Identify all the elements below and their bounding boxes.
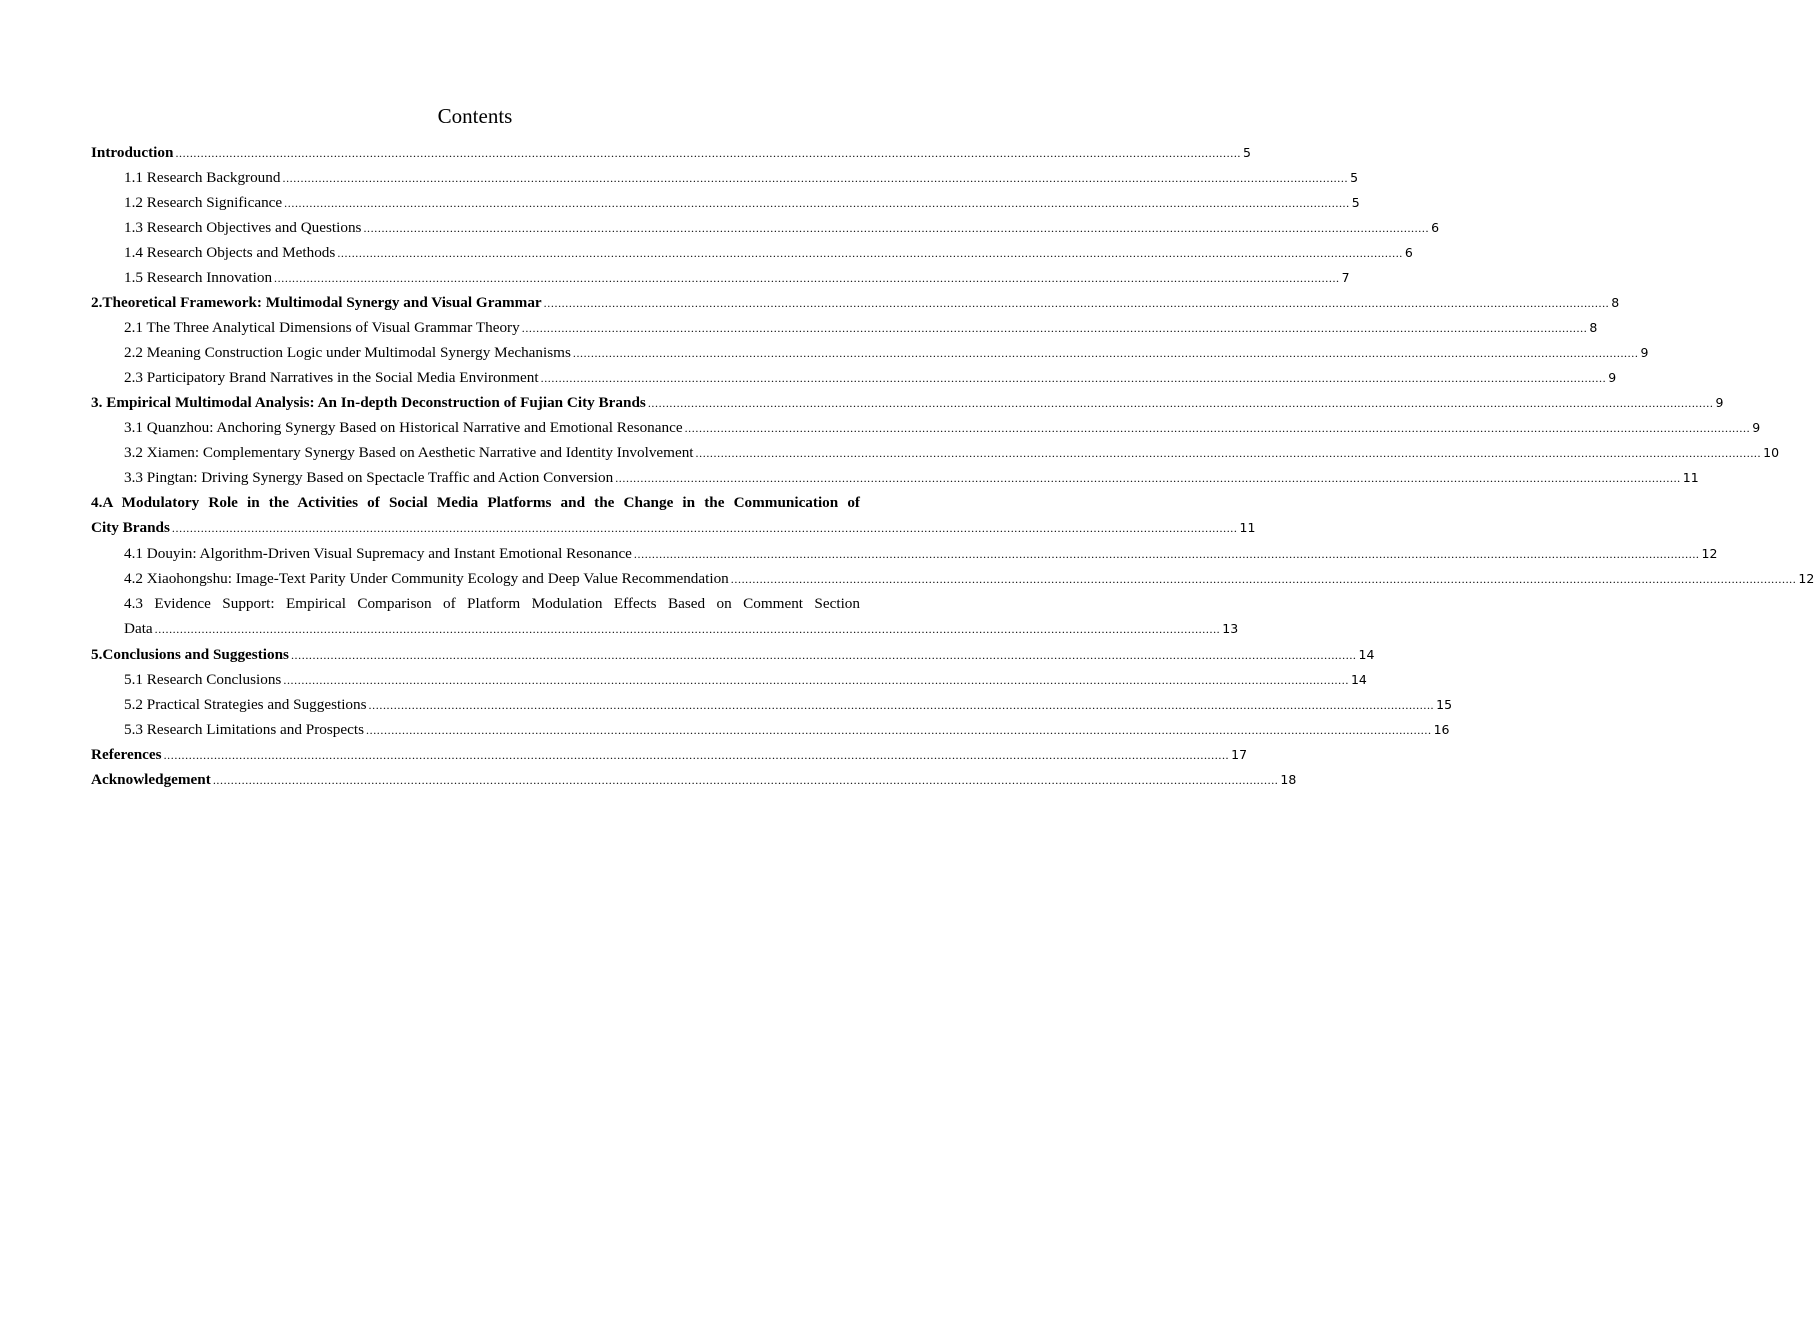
toc-page-number: 11 <box>1239 520 1256 535</box>
toc-entry[interactable] <box>91 717 1450 742</box>
dot-leader <box>172 516 1238 541</box>
toc-page-number: 7 <box>1341 270 1350 285</box>
dot-leader <box>283 668 1349 693</box>
toc-entry-title: 3.2 Xiamen: Complementary Synergy Based on Aesthetic Narrative and Identity Involvement <box>124 444 694 461</box>
dot-leader <box>282 166 1348 191</box>
toc-entry[interactable] <box>91 365 1617 390</box>
toc-page-number: 8 <box>1589 320 1598 335</box>
toc-page-number: 9 <box>1715 395 1724 410</box>
toc-page-number: 5 <box>1350 170 1359 185</box>
dot-leader <box>615 466 1681 491</box>
dot-leader <box>291 643 1357 668</box>
toc-page-number: 18 <box>1280 772 1297 787</box>
toc-entry[interactable] <box>91 490 1256 541</box>
toc-entry-title: 5.Conclusions and Suggestions <box>91 646 289 663</box>
dot-leader <box>541 366 1607 391</box>
toc-entry-title: 3.3 Pingtan: Driving Synergy Based on Spectacle Traffic and Action Conversion <box>124 469 614 486</box>
dot-leader <box>337 241 1403 266</box>
toc-entry-title: 2.Theoretical Framework: Multimodal Synergy and Visual Grammar <box>91 294 542 311</box>
toc-entry[interactable] <box>91 140 1251 165</box>
toc-entry[interactable] <box>91 465 1699 490</box>
dot-leader <box>522 316 1588 341</box>
toc-page-number: 11 <box>1682 470 1699 485</box>
toc-page-number: 13 <box>1222 621 1239 636</box>
toc-entry[interactable] <box>91 390 1724 415</box>
dot-leader <box>175 141 1241 166</box>
toc-entry-title: 1.1 Research Background <box>124 169 281 186</box>
toc-entry[interactable] <box>91 340 1649 365</box>
page-title: Contents <box>437 104 513 128</box>
toc-entry[interactable] <box>91 315 1598 340</box>
dot-leader <box>155 617 1221 642</box>
toc-entry[interactable] <box>91 265 1350 290</box>
toc-entry-title: 1.4 Research Objects and Methods <box>124 244 336 261</box>
toc-entry-title: City Brands <box>91 519 170 536</box>
toc-entry-title: 5.2 Practical Strategies and Suggestions <box>124 696 367 713</box>
toc-page-number: 12 <box>1798 571 1814 586</box>
toc-entry-title: 5.1 Research Conclusions <box>124 671 282 688</box>
toc-entry-title: 1.5 Research Innovation <box>124 269 273 286</box>
toc-page-number: 14 <box>1358 647 1375 662</box>
toc-page-number: 6 <box>1431 220 1440 235</box>
toc-entry[interactable] <box>91 692 1453 717</box>
toc-page-number: 14 <box>1350 672 1367 687</box>
toc-page-number: 15 <box>1436 697 1453 712</box>
toc-entry-title: 4.2 Xiaohongshu: Image-Text Parity Under Community Ecology and Deep Value Recommendation <box>124 570 729 587</box>
toc-entry-title: 2.3 Participatory Brand Narratives in the Social Media Environment <box>124 369 539 386</box>
toc-page-number: 10 <box>1763 445 1780 460</box>
dot-leader <box>634 542 1700 567</box>
toc-entry-title: 1.2 Research Significance <box>124 194 283 211</box>
toc-entry-title: Acknowledgement <box>91 771 211 788</box>
toc-page-number: 8 <box>1611 295 1620 310</box>
toc-entry[interactable] <box>91 290 1620 315</box>
toc-entry[interactable] <box>91 240 1413 265</box>
toc-entry[interactable] <box>91 591 1239 642</box>
toc-entry[interactable] <box>91 742 1248 767</box>
toc-entry[interactable] <box>91 667 1367 692</box>
toc-entry[interactable] <box>91 767 1297 792</box>
toc-page-number: 5 <box>1243 145 1251 160</box>
dot-leader <box>369 693 1435 718</box>
dot-leader <box>685 416 1751 441</box>
toc-page-number: 12 <box>1701 546 1718 561</box>
dot-leader <box>274 266 1340 291</box>
toc-entry[interactable] <box>91 642 1375 667</box>
toc-entry-title: 2.1 The Three Analytical Dimensions of Visual Grammar Theory <box>124 319 520 336</box>
toc-page-number: 9 <box>1608 370 1617 385</box>
toc-entry-title: Introduction <box>91 144 174 161</box>
dot-leader <box>648 391 1714 416</box>
toc-entry[interactable] <box>91 541 1718 566</box>
toc-entry-title: 3. Empirical Multimodal Analysis: An In-depth Deconstruction of Fujian City Brands <box>91 394 646 411</box>
table-of-contents <box>91 140 1814 792</box>
dot-leader <box>573 341 1639 366</box>
toc-page-number: 5 <box>1351 195 1360 210</box>
dot-leader <box>731 567 1797 592</box>
dot-leader <box>213 768 1279 793</box>
toc-entry-title: 3.1 Quanzhou: Anchoring Synergy Based on Historical Narrative and Emotional Resonance <box>124 419 683 436</box>
dot-leader <box>363 216 1429 241</box>
toc-entry-title: 1.3 Research Objectives and Questions <box>124 219 362 236</box>
toc-entry-title: 5.3 Research Limitations and Prospects <box>124 721 364 738</box>
toc-page-number: 17 <box>1231 747 1248 762</box>
dot-leader <box>164 743 1230 768</box>
toc-entry[interactable] <box>91 415 1761 440</box>
toc-entry-title: 4.1 Douyin: Algorithm-Driven Visual Supremacy and Instant Emotional Resonance <box>124 545 632 562</box>
toc-page-number: 9 <box>1752 420 1761 435</box>
toc-entry[interactable] <box>91 190 1360 215</box>
toc-entry[interactable] <box>91 165 1359 190</box>
dot-leader <box>544 291 1610 316</box>
toc-entry-title: 4.A Modulatory Role in the Activities of Social Media Platforms and the Change in the Communication of <box>91 494 860 511</box>
dot-leader <box>696 441 1762 466</box>
toc-entry-title: 2.2 Meaning Construction Logic under Multimodal Synergy Mechanisms <box>124 344 571 361</box>
toc-entry[interactable] <box>91 215 1440 240</box>
toc-entry[interactable] <box>91 440 1780 465</box>
toc-page-number: 6 <box>1404 245 1413 260</box>
toc-entry-title: References <box>91 746 162 763</box>
dot-leader <box>366 718 1432 743</box>
toc-entry[interactable] <box>91 566 1814 591</box>
toc-page-number: 16 <box>1433 722 1450 737</box>
toc-page-number: 9 <box>1640 345 1649 360</box>
toc-entry-title: Data <box>124 620 153 637</box>
dot-leader <box>284 191 1350 216</box>
toc-entry-title: 4.3 Evidence Support: Empirical Comparison of Platform Modulation Effects Based on Comment Section <box>124 595 860 612</box>
